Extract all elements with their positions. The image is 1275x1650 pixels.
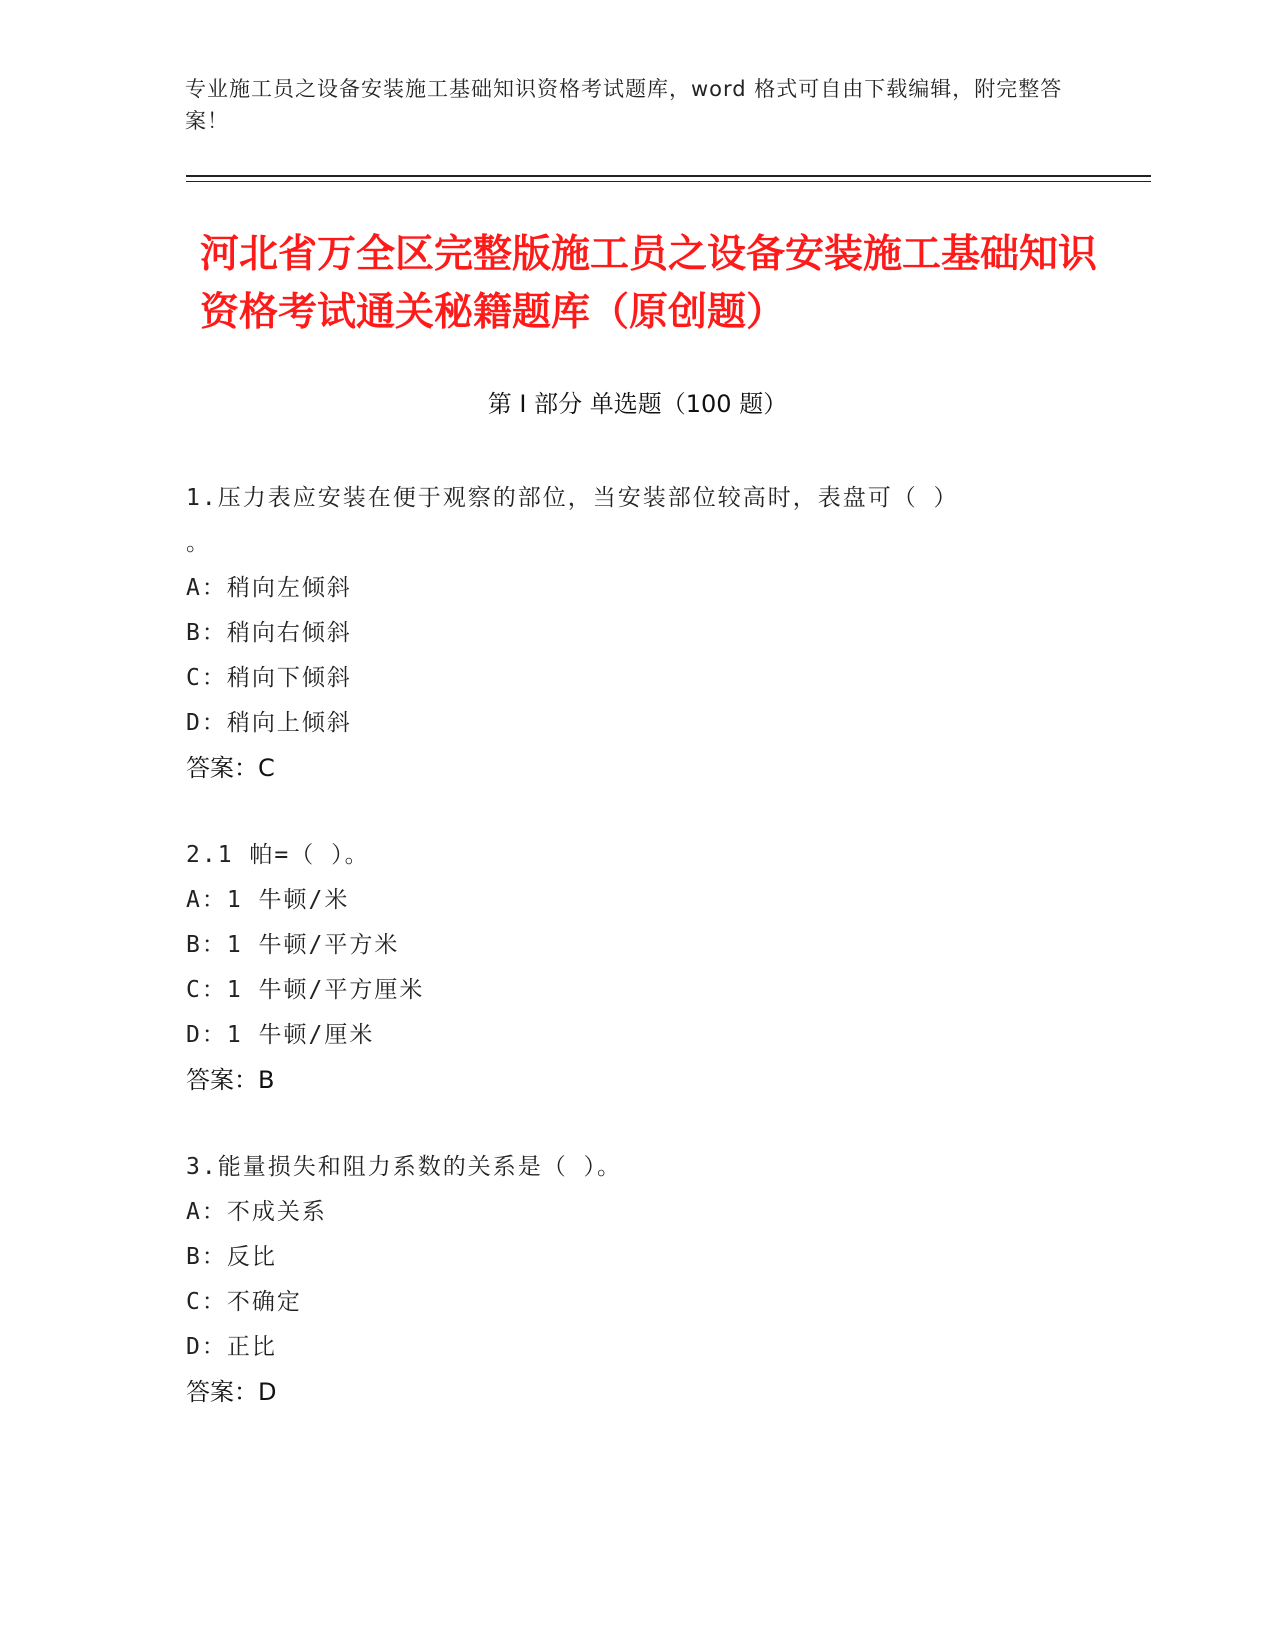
document-title: 河北省万全区完整版施工员之设备安装施工基础知识资格考试通关秘籍题库（原创题）	[200, 232, 1098, 335]
option-b: B：1 牛顿/平方米	[186, 932, 400, 958]
question-text	[186, 1145, 1086, 1190]
question-item	[186, 1145, 1086, 1415]
option-a: A：1 牛顿/米	[186, 887, 350, 913]
option-d: D：正比	[186, 1334, 277, 1360]
option-b: B：反比	[186, 1244, 277, 1270]
option-c: C：1 牛顿/平方厘米	[186, 977, 425, 1003]
header-rule-thick	[186, 175, 1151, 177]
option-a: A：不成关系	[186, 1199, 327, 1225]
answer-line: 答案：C	[186, 754, 275, 782]
question-stem: 1.压力表应安装在便于观察的部位，当安装部位较高时，表盘可（ ）	[186, 485, 959, 511]
option-b: B：稍向右倾斜	[186, 620, 352, 646]
question-stem-tail: 。	[186, 530, 211, 556]
option-c: C：不确定	[186, 1289, 302, 1315]
option-c: C：稍向下倾斜	[186, 665, 352, 691]
question-item	[186, 476, 1086, 791]
question-text	[186, 476, 1086, 566]
section-heading: 第 I 部分 单选题（100 题）	[487, 390, 788, 418]
question-stem: 2.1 帕=（ ）。	[186, 842, 370, 868]
header-rule-thin	[186, 181, 1151, 182]
question-stem: 3.能量损失和阻力系数的关系是（ ）。	[186, 1154, 623, 1180]
question-item	[186, 833, 1086, 1103]
option-a: A：稍向左倾斜	[186, 575, 352, 601]
header-note: 专业施工员之设备安装施工基础知识资格考试题库，word 格式可自由下载编辑，附完整答案！	[185, 77, 1063, 133]
answer-line: 答案：B	[186, 1066, 275, 1094]
option-d: D：稍向上倾斜	[186, 710, 352, 736]
option-d: D：1 牛顿/厘米	[186, 1022, 375, 1048]
answer-line: 答案：D	[186, 1378, 277, 1406]
question-list	[186, 476, 1086, 1457]
question-text	[186, 833, 1086, 878]
